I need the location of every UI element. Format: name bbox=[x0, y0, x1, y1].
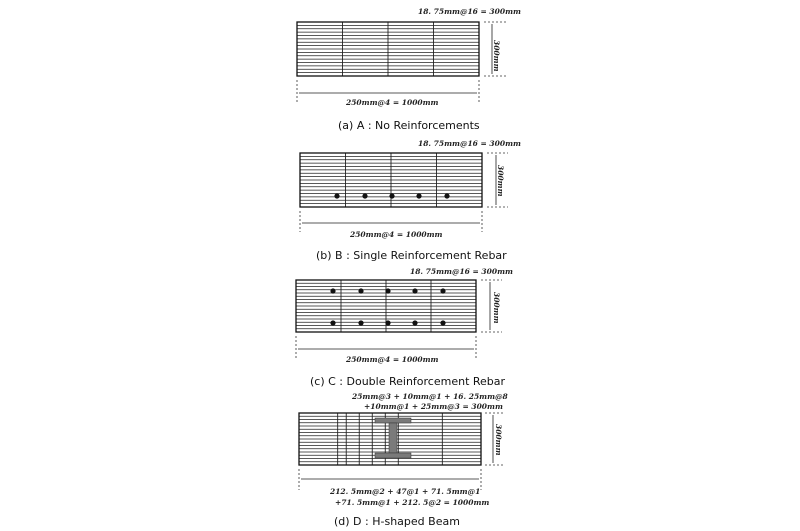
panel-c-bottom-label: 250mm@4 = 1000mm bbox=[346, 355, 439, 364]
panel-b-side-label: 300mm bbox=[496, 165, 505, 197]
panel-a-bottom-label: 250mm@4 = 1000mm bbox=[346, 98, 439, 107]
panel-a-side-label: 300mm bbox=[492, 40, 501, 72]
panel-c-rebars bbox=[330, 288, 445, 325]
h-beam-bottom-flange bbox=[375, 453, 411, 458]
panel-a-top-label: 18. 75mm@16 = 300mm bbox=[418, 7, 521, 16]
panel-b-rebars bbox=[334, 193, 449, 198]
panel-d-top-label-line1: 25mm@3 + 10mm@1 + 16. 25mm@8 bbox=[352, 392, 508, 401]
rebar-dot bbox=[440, 288, 445, 293]
rebar-dot bbox=[334, 193, 339, 198]
h-beam-web bbox=[389, 423, 397, 453]
panel-c-caption: (c) C : Double Reinforcement Rebar bbox=[310, 375, 506, 388]
rebar-dot bbox=[416, 193, 421, 198]
h-beam-top-flange bbox=[375, 418, 411, 423]
panel-b bbox=[300, 139, 521, 262]
panel-d-caption: (d) D : H-shaped Beam bbox=[334, 515, 460, 528]
rebar-dot bbox=[330, 320, 335, 325]
panel-b-bottom-label: 250mm@4 = 1000mm bbox=[350, 230, 443, 239]
rebar-dot bbox=[330, 288, 335, 293]
panel-b-section-grid bbox=[300, 153, 482, 207]
panel-d-bottom-label-line1: 212. 5mm@2 + 47@1 + 71. 5mm@1 bbox=[330, 487, 481, 496]
panel-a-section-grid bbox=[297, 22, 479, 76]
panel-d-bottom-label-line2: +71. 5mm@1 + 212. 5@2 = 1000mm bbox=[335, 498, 490, 507]
panel-a bbox=[297, 7, 521, 132]
panel-c-top-label: 18. 75mm@16 = 300mm bbox=[410, 267, 513, 276]
panel-d-side-label: 300mm bbox=[494, 424, 503, 456]
rebar-dot bbox=[385, 288, 390, 293]
rebar-dot bbox=[362, 193, 367, 198]
panel-c bbox=[296, 267, 513, 388]
panel-d bbox=[299, 392, 509, 528]
rebar-dot bbox=[412, 320, 417, 325]
panel-c-side-label: 300mm bbox=[492, 292, 501, 324]
rebar-dot bbox=[389, 193, 394, 198]
rebar-dot bbox=[440, 320, 445, 325]
rebar-dot bbox=[412, 288, 417, 293]
rebar-dot bbox=[385, 320, 390, 325]
panel-b-caption: (b) B : Single Reinforcement Rebar bbox=[316, 249, 507, 262]
rebar-dot bbox=[358, 288, 363, 293]
panel-a-caption: (a) A : No Reinforcements bbox=[338, 119, 480, 132]
panel-b-top-label: 18. 75mm@16 = 300mm bbox=[418, 139, 521, 148]
rebar-dot bbox=[444, 193, 449, 198]
rebar-dot bbox=[358, 320, 363, 325]
panel-d-top-label-line2: +10mm@1 + 25mm@3 = 300mm bbox=[364, 402, 503, 411]
